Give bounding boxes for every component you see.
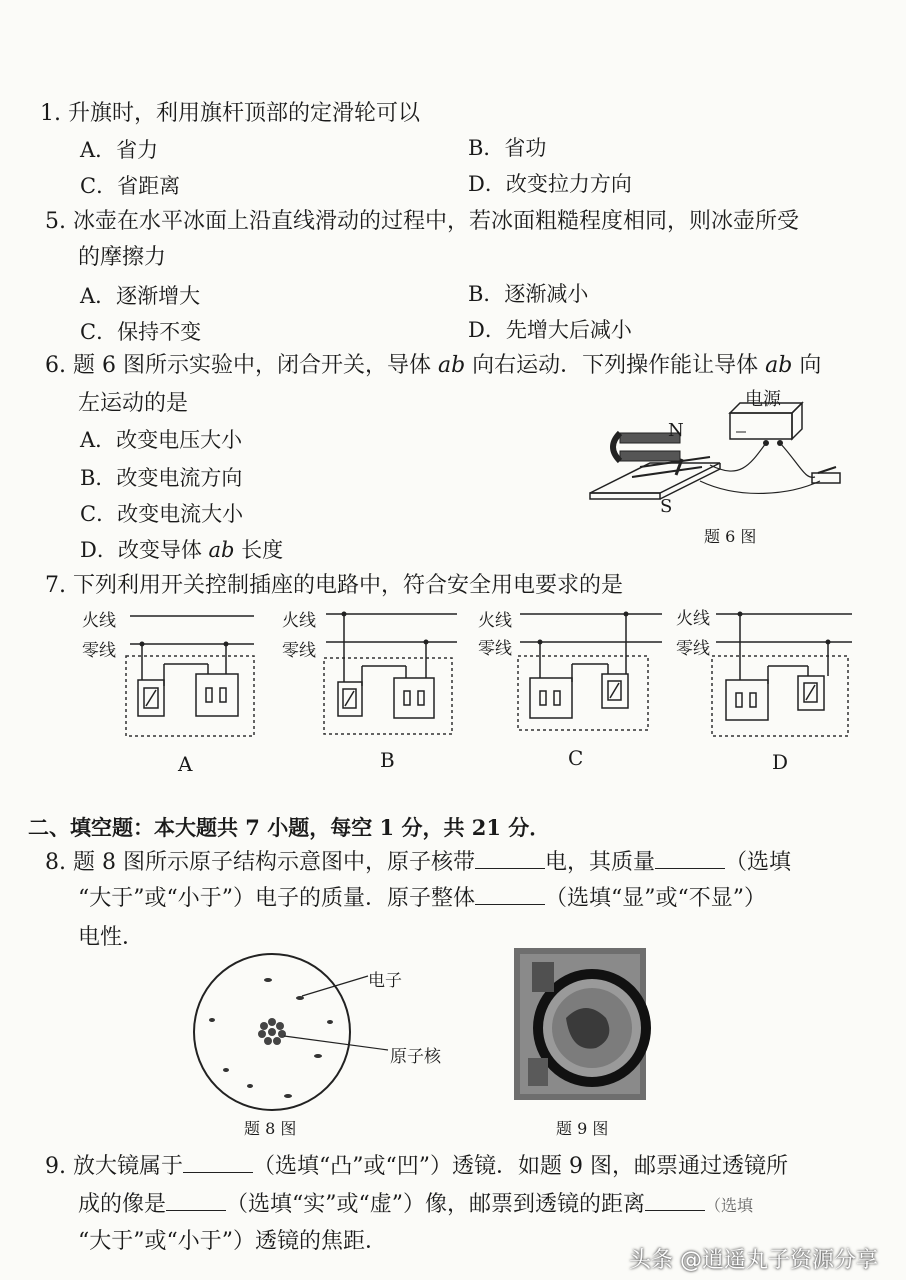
figure-8-atom-diagram — [190, 960, 450, 1120]
fig8-nucleus-label: 原子核 — [390, 1047, 441, 1067]
fig9-caption: 题 9 图 — [556, 1119, 609, 1138]
q9-blank-1[interactable] — [183, 1152, 253, 1173]
question-6-stem-line2: 左运动的是 — [78, 391, 189, 416]
question-6-stem-line1: 6. 题 6 图所示实验中，闭合开关，导体 ab 向右运动．下列操作能让导体 ab 向 — [45, 353, 822, 378]
circuit-a-live-label: 火线 — [82, 611, 116, 631]
fig8-caption: 题 8 图 — [244, 1119, 297, 1138]
q5-option-b: B．逐渐减小 — [468, 282, 589, 306]
q5-option-d: D．先增大后减小 — [468, 318, 632, 342]
section-2-title: 二、填空题：本大题共 7 小题，每空 1 分，共 21 分． — [28, 815, 551, 840]
figure-6-diagram — [590, 385, 860, 515]
question-8-line1: 8. 题 8 图所示原子结构示意图中，原子核带 电，其质量 （选填 — [45, 850, 791, 875]
circuit-c-neutral-label: 零线 — [478, 639, 512, 659]
q4-option-b: B．省功 — [468, 136, 547, 160]
question-8-line3: 电性． — [78, 925, 145, 950]
circuit-a-label: A — [178, 752, 193, 776]
circuit-c-diagram — [516, 608, 666, 734]
question-4-stem: 1. 升旗时，利用旗杆顶部的定滑轮可以 — [40, 101, 420, 126]
q8-blank-2[interactable] — [655, 848, 725, 869]
q6-option-c: C．改变电流大小 — [80, 502, 244, 526]
circuit-b-neutral-label: 零线 — [282, 641, 316, 661]
question-5-stem-line1: 5. 冰壶在水平冰面上沿直线滑动的过程中，若冰面粗糙程度相同，则冰壶所受 — [45, 209, 799, 234]
q8-blank-3[interactable] — [475, 884, 545, 905]
circuit-d-live-label: 火线 — [676, 609, 710, 629]
fig6-power-label: 电源 — [745, 389, 781, 410]
question-9-line2: 成的像是 （选填“实”或“虚”）像，邮票到透镜的距离 （选填 — [78, 1192, 754, 1217]
circuit-a-diagram — [124, 608, 259, 740]
q8-blank-1[interactable] — [475, 848, 545, 869]
circuit-a-neutral-label: 零线 — [82, 641, 116, 661]
question-7-stem: 7. 下列利用开关控制插座的电路中，符合安全用电要求的是 — [45, 573, 623, 598]
circuit-b-diagram — [322, 608, 462, 740]
q6-option-b: B．改变电流方向 — [80, 466, 243, 490]
q9-blank-2[interactable] — [166, 1190, 226, 1211]
q5-option-c: C．保持不变 — [80, 320, 202, 344]
circuit-b-live-label: 火线 — [282, 611, 316, 631]
q5-option-a: A．逐渐增大 — [80, 284, 201, 308]
q4-option-d: D．改变拉力方向 — [468, 172, 632, 196]
watermark: 头条 @逍遥丸子资源分享 — [629, 1248, 878, 1273]
fig6-north-label: N — [668, 420, 684, 441]
question-8-line2: “大于”或“小于”）电子的质量．原子整体 （选填“显”或“不显”） — [78, 886, 766, 911]
q6-option-d: D．改变导体 ab 长度 — [80, 538, 284, 562]
circuit-c-label: C — [568, 746, 584, 770]
circuit-d-neutral-label: 零线 — [676, 639, 710, 659]
question-9-line1: 9. 放大镜属于 （选填“凸”或“凹”）透镜．如题 9 图，邮票通过透镜所 — [45, 1154, 788, 1179]
fig8-electron-label: 电子 — [368, 971, 402, 991]
q4-option-a: A．省力 — [80, 138, 159, 162]
fig6-caption: 题 6 图 — [704, 527, 757, 546]
circuit-b-label: B — [380, 748, 395, 772]
q6-option-a: A．改变电压大小 — [80, 428, 243, 452]
question-5-stem-line2: 的摩擦力 — [78, 245, 167, 270]
circuit-d-label: D — [772, 750, 789, 774]
q9-blank-3[interactable] — [645, 1190, 705, 1211]
fig6-south-label: S — [660, 496, 673, 517]
circuit-d-diagram — [712, 608, 862, 740]
q4-option-c: C．省距离 — [80, 174, 181, 198]
figure-9-magnifier-photo — [514, 948, 646, 1100]
circuit-c-live-label: 火线 — [478, 611, 512, 631]
question-9-line3: “大于”或“小于”）透镜的焦距． — [78, 1229, 387, 1254]
